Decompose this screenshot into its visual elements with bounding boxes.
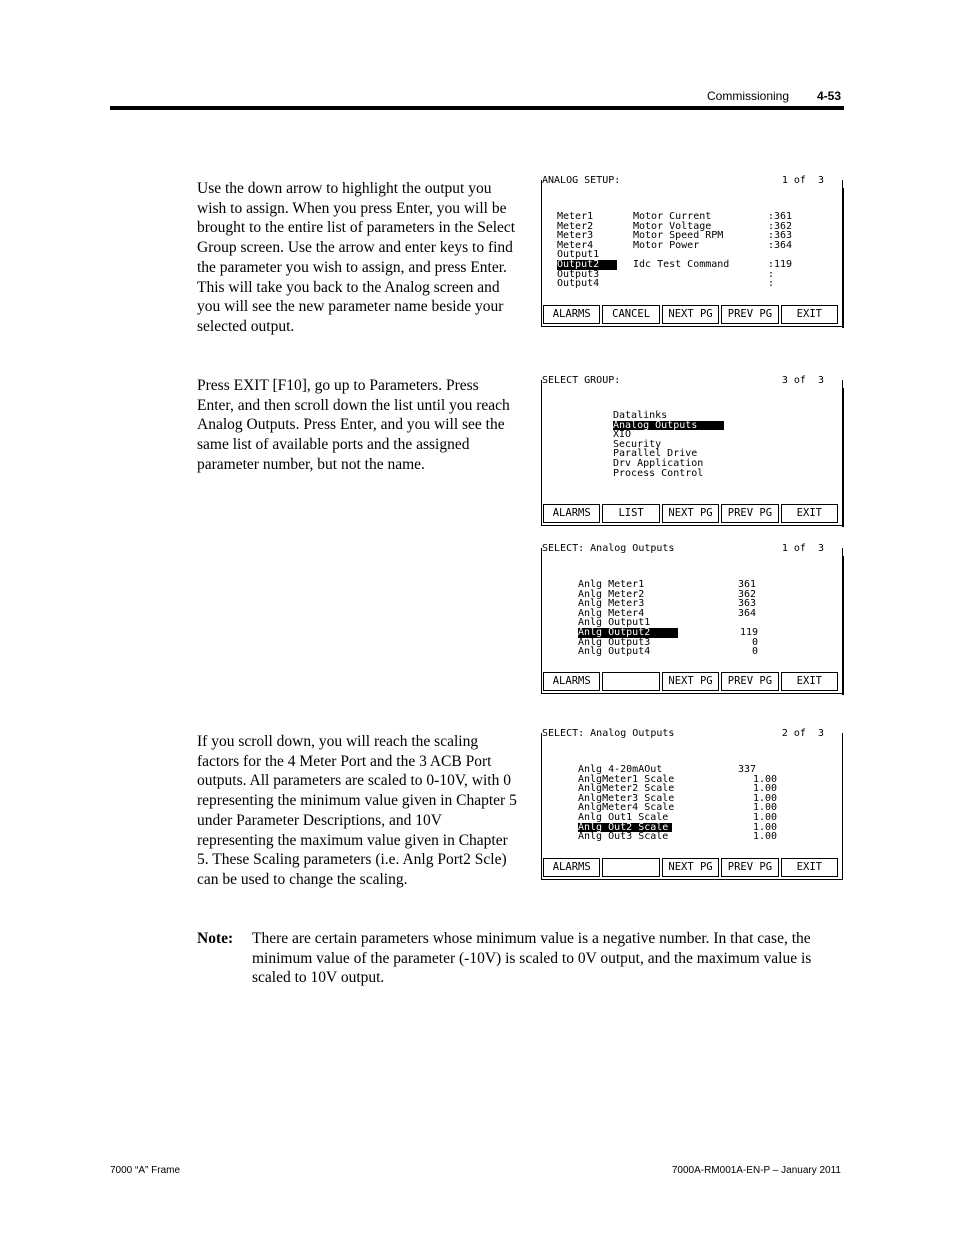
list-item[interactable]: Parallel Drive — [613, 448, 698, 460]
alarms-key[interactable]: ALARMS — [543, 504, 600, 523]
param-number: : — [768, 278, 775, 290]
param-number: :363 — [768, 230, 793, 242]
list-item[interactable]: Anlg Output3 — [578, 636, 651, 648]
param-value: 1.00 — [753, 812, 778, 823]
param-value: 1.00 — [753, 831, 778, 843]
prev-page-key[interactable]: PREV PG — [721, 858, 778, 877]
screen-title: SELECT GROUP: — [542, 375, 621, 386]
screen-analog-setup — [541, 175, 843, 327]
blank-key[interactable] — [602, 672, 659, 691]
param-name: Motor Current — [633, 211, 712, 222]
param-number: 361 — [738, 579, 757, 590]
alarms-key[interactable]: ALARMS — [543, 305, 600, 324]
screen-shadow — [842, 388, 844, 527]
note-text: There are certain parameters whose minimum value is a negative number. In that case, the minimum value of the parameter (-10V) is scaled to 0V output, and the maximum value is scaled to 10V output. — [252, 930, 812, 987]
list-item[interactable]: Anlg Output4 — [578, 646, 651, 658]
footer-right: 7000A-RM001A-EN-P – January 2011 — [671, 1165, 841, 1176]
screen-page-indicator: 1 of 3 — [781, 543, 824, 554]
param-number: 364 — [738, 607, 757, 619]
paragraph-assign-output: Use the down arrow to highlight the output you wish to assign. When you press Enter, you will be brought to the entire list of parameters in the Select Group screen. Use the arrow and enter keys to find the parameter you wish to assign, and press Enter. This will take you back to the Analog screen and you will see the new parameter name beside your selected output. — [197, 180, 516, 335]
param-name: Motor Speed RPM — [633, 230, 724, 242]
list-item[interactable]: Meter3 — [557, 230, 594, 242]
alarms-key[interactable]: ALARMS — [543, 672, 600, 691]
param-name: Idc Test Command — [633, 259, 730, 270]
exit-key[interactable]: EXIT — [781, 858, 838, 877]
list-item[interactable]: AnlgMeter1 Scale — [578, 773, 675, 785]
list-item-selected[interactable]: Output2 — [557, 260, 617, 270]
list-key[interactable]: LIST — [602, 504, 659, 523]
next-page-key[interactable]: NEXT PG — [662, 672, 719, 691]
next-page-key[interactable]: NEXT PG — [662, 858, 719, 877]
screen-select-analog-outputs-1 — [541, 543, 843, 694]
list-item[interactable]: AnlgMeter3 Scale — [578, 792, 675, 804]
param-value: 337 — [738, 764, 757, 775]
page-number: 4-53 — [817, 89, 842, 103]
param-number: :364 — [768, 239, 793, 251]
list-item[interactable]: XIO — [613, 429, 632, 441]
cancel-key[interactable]: CANCEL — [602, 305, 659, 324]
param-number: 0 — [752, 636, 759, 648]
next-page-key[interactable]: NEXT PG — [662, 504, 719, 523]
exit-key[interactable]: EXIT — [781, 504, 838, 523]
list-item[interactable]: Output1 — [557, 249, 600, 261]
param-number: : — [768, 268, 775, 280]
note-label: Note: — [197, 930, 234, 947]
function-key-bar — [543, 305, 838, 324]
list-item[interactable]: Anlg Meter1 — [578, 579, 645, 590]
list-item[interactable]: Output4 — [557, 278, 600, 290]
param-name: Motor Voltage — [633, 220, 712, 232]
next-page-key[interactable]: NEXT PG — [662, 305, 719, 324]
list-item[interactable]: Anlg Meter2 — [578, 588, 645, 600]
param-number: 0 — [752, 646, 759, 658]
list-item[interactable]: Drv Application — [613, 458, 704, 469]
param-value: 1.00 — [753, 783, 778, 795]
param-number: :361 — [768, 211, 793, 222]
list-item[interactable]: Anlg Meter4 — [578, 607, 645, 619]
function-key-bar — [543, 504, 838, 523]
list-item[interactable]: Output3 — [557, 268, 600, 280]
list-item-selected[interactable]: Anlg Output2 — [578, 628, 678, 638]
param-number: :362 — [768, 220, 793, 232]
param-number: :119 — [768, 259, 793, 270]
screen-select-analog-outputs-2 — [541, 728, 843, 880]
alarms-key[interactable]: ALARMS — [543, 858, 600, 877]
list-item[interactable]: AnlgMeter2 Scale — [578, 783, 675, 795]
list-item[interactable]: Security — [613, 438, 662, 450]
list-item[interactable]: Datalinks — [613, 410, 668, 421]
screen-shadow — [842, 188, 844, 328]
exit-key[interactable]: EXIT — [781, 305, 838, 324]
screen-page-indicator: 2 of 3 — [781, 728, 824, 739]
param-value: 1.00 — [753, 821, 778, 833]
param-number: 362 — [738, 588, 757, 600]
param-number: 119 — [740, 627, 759, 638]
prev-page-key[interactable]: PREV PG — [721, 672, 778, 691]
screen-page-indicator: 3 of 3 — [781, 375, 824, 386]
footer-left: 7000 “A” Frame — [110, 1165, 181, 1176]
running-header-section: Commissioning — [707, 89, 790, 103]
screen-title: SELECT: Analog Outputs — [542, 728, 675, 739]
param-value: 1.00 — [753, 802, 778, 814]
function-key-bar — [543, 858, 838, 877]
paragraph-scaling: If you scroll down, you will reach the scaling factors for the 4 Meter Port and the 3 ACB Port outputs. All parameters are scaled to 0-10V, with 0 representing the minimum value given in Chapter 5 under Parameter Descriptions, and 10V representing the maximum value given in Chapter 5. These Scaling parameters (i.e. Anlg Port2 Scle) can be used to change the scaling. — [197, 733, 517, 888]
header-rule — [110, 106, 844, 110]
exit-key[interactable]: EXIT — [781, 672, 838, 691]
list-item-selected[interactable]: Analog Outputs — [613, 421, 724, 431]
param-name: Motor Power — [633, 239, 700, 251]
param-value: 1.00 — [753, 773, 778, 785]
screen-title: ANALOG SETUP: — [542, 175, 621, 186]
list-item[interactable]: Anlg Out1 Scale — [578, 812, 669, 823]
list-item[interactable]: Meter2 — [557, 220, 594, 232]
list-item[interactable]: AnlgMeter4 Scale — [578, 802, 675, 814]
list-item[interactable]: Meter1 — [557, 211, 594, 222]
screen-title: SELECT: Analog Outputs — [542, 543, 675, 554]
list-item[interactable]: Anlg 4-20mAOut — [578, 764, 663, 775]
list-item[interactable]: Anlg Out3 Scale — [578, 831, 669, 843]
prev-page-key[interactable]: PREV PG — [721, 504, 778, 523]
screen-select-group — [541, 375, 843, 526]
list-item[interactable]: Anlg Output1 — [578, 617, 651, 629]
screen-shadow — [842, 556, 844, 695]
list-item[interactable]: Meter4 — [557, 239, 594, 251]
blank-key[interactable] — [602, 858, 659, 877]
function-key-bar — [543, 672, 838, 691]
list-item[interactable]: Process Control — [613, 467, 704, 479]
screen-page-indicator: 1 of 3 — [781, 175, 824, 186]
prev-page-key[interactable]: PREV PG — [721, 305, 778, 324]
paragraph-analog-outputs: Press EXIT [F10], go up to Parameters. Press Enter, and then scroll down the list until you reach Analog Outputs. Press Enter, and you will see the same list of available ports and the assigned parameter number, but not the name. — [197, 377, 510, 473]
param-number: 363 — [738, 598, 757, 610]
param-value: 1.00 — [753, 792, 778, 804]
list-item-selected[interactable]: Anlg Out2 Scale — [578, 823, 672, 833]
list-item[interactable]: Anlg Meter3 — [578, 598, 645, 610]
